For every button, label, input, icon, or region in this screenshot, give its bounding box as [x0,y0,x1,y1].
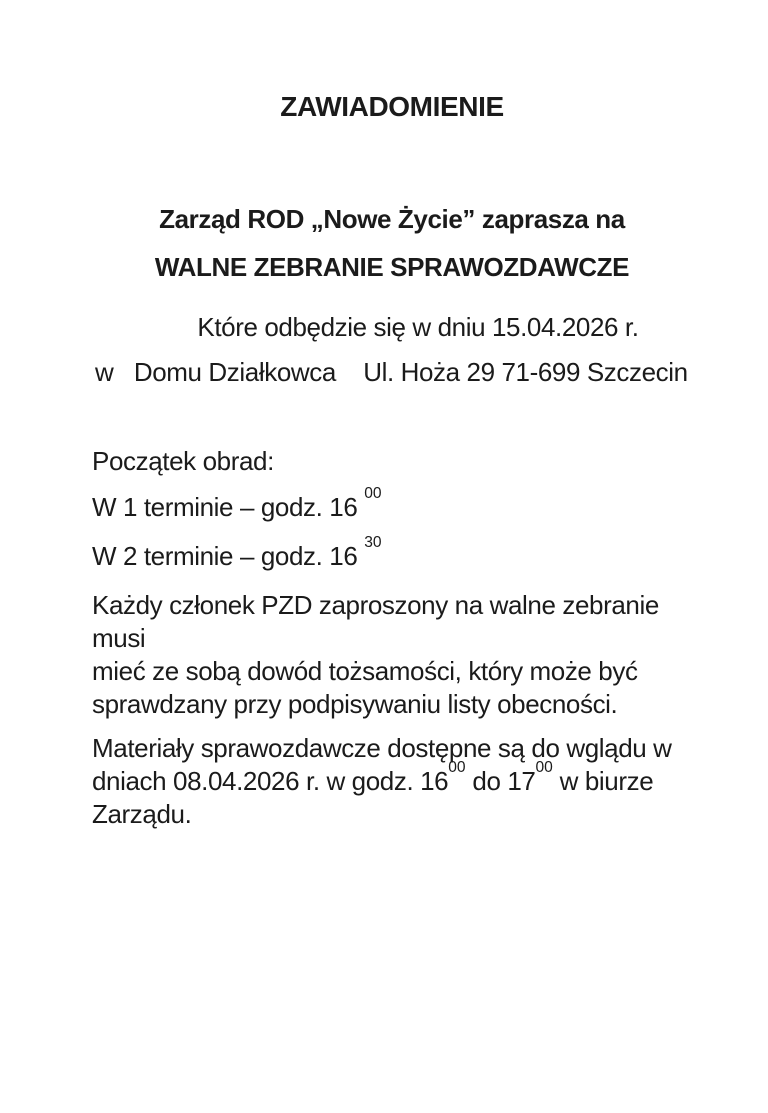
invitation-organizer-line: Zarząd ROD „Nowe Życie” zaprasza na [159,204,625,234]
materials-availability-paragraph [0,732,768,831]
schedule-term1-text: W 1 terminie – godz. 16 [92,492,365,522]
materials-line-2-text-b: do 17 [465,766,536,796]
invitation-date-line: Które odbędzie się w dniu 15.04.2026 r. [197,312,639,342]
materials-line-2 [92,758,708,798]
schedule-term2-superscript: 30 [364,533,382,551]
invitation-venue-line: w Domu Działkowca Ul. Hoża 29 71-699 Szczecin [95,357,688,387]
materials-line-2-superscript-a: 00 [448,758,466,776]
page-title: ZAWIADOMIENIE [280,91,504,122]
materials-line-2-text-c: w biurze [552,766,654,796]
schedule-term2-text: W 2 terminie – godz. 16 [92,541,365,571]
id-requirement-line-3: sprawdzany przy podpisywaniu listy obecności. [92,689,618,719]
materials-line-1: Materiały sprawozdawcze dostępne są do wglądu w [92,733,672,763]
materials-line-3: Zarządu. [92,799,192,829]
materials-line-2-superscript-b: 00 [535,758,553,776]
id-requirement-line-1: Każdy członek PZD zaproszony na walne zebranie musi [92,590,659,653]
schedule-term1-superscript: 00 [364,484,382,502]
schedule-term1-line [0,484,768,526]
schedule-heading: Początek obrad: [92,446,274,476]
materials-line-2-text-a: dniach 08.04.2026 r. w godz. 16 [92,766,449,796]
schedule-term2-line [0,533,768,575]
invitation-event-line: WALNE ZEBRANIE SPRAWOZDAWCZE [154,252,630,282]
id-requirement-paragraph [0,589,768,721]
id-requirement-line-2: mieć ze sobą dowód tożsamości, który może być [92,656,638,686]
